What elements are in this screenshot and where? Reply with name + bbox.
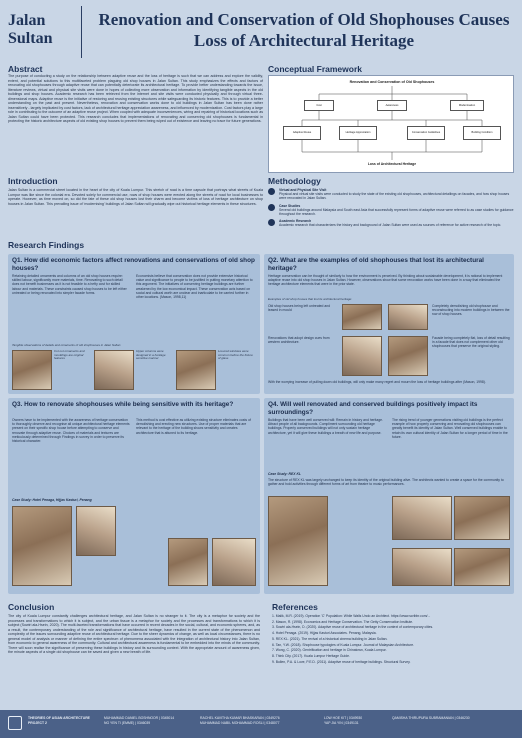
q2-bullet-3: Renovations that adopt design cues from western architecture. bbox=[268, 336, 330, 345]
framework-diagram bbox=[268, 75, 514, 173]
q3-photo-1 bbox=[12, 506, 72, 586]
q2-photo-2 bbox=[388, 304, 428, 330]
q2-sub: Examples of old shop houses that lost its architectural heritage: bbox=[268, 298, 353, 301]
methodology-heading: Methodology bbox=[268, 176, 321, 186]
q2-bullet-2: Completely demolishing old shophouse and reconstructing into modern buildings in between the row of shop houses. bbox=[432, 304, 510, 317]
references-list bbox=[272, 614, 514, 706]
framework-box-heritage-appreciation: Heritage Appreciation bbox=[339, 126, 377, 140]
findings-heading: Research Findings bbox=[8, 240, 85, 250]
q4-photo-4 bbox=[392, 548, 452, 586]
q1-col2: Economists believe that conservation does not provide extensive historical value and significance to people to be justified in putting monetary attention to this argument. The initiatives of conserving heritage buildings are further weakened by the low economical impact. These conservation acts based on social and cultural worth are unclear and inarticulate to be carried further in other locations. (Mason, 1998,11) bbox=[136, 274, 253, 300]
methodology-item bbox=[268, 188, 514, 201]
reference-item: 4. Hotel Penaga. (2019). Hijjas Kasturi Associates. Penang, Malaysia. bbox=[272, 631, 377, 636]
q4-panel bbox=[264, 398, 514, 594]
methodology-item-text: Academic research that characterizes the history and background of Jalan Sultan were used as sources of reference for active research of the topic. bbox=[279, 223, 502, 228]
methodology-item-title: Virtual and Physical Site Visit bbox=[279, 188, 327, 192]
q2-photo-1 bbox=[342, 304, 382, 330]
introduction-text: Jalan Sultan is a commercial street located in the heart of the city of Kuala Lumpur. This stretch of road is a time capsule that portrays what streets of Kuala Lumpur was like since the colonial era. Devoted solely for commercial use, rows of shop houses were erected along the streets of road for local businesses to operate. However, as time moved on, so did the fate of these old shop houses lost their charm and become victims of loss of heritage architecture on shop houses in Jalan Sultan. This prevailing issue of 'modernising' buildings of Jalan Sultan will gradually wipe out historical heritage elements in these structures. bbox=[8, 188, 263, 206]
q3-photo-4 bbox=[212, 538, 256, 586]
q1-col1: Retaining detailed ornaments and columns of an old shop houses require: skilled labour, significantly more materials, time. Renovating to such detail does not benefit businesses as it is not feasible to a hefty cost for skilled labour and materials. These constraints caused shop houses to be left either untreated or being renovated into simpler facade forms. bbox=[12, 274, 127, 295]
q4-photo-1 bbox=[268, 496, 328, 586]
q2-intro: Heritage conservation can be thought of similarly to how the environment is perceived. By thinking about sustainable development, it is rational to implement adaptive reuse into old shop houses in Jalan Sultan. However, observations show that some renovation works have been done in a way that eliminated the heritage architecture elements that were in the prior state. bbox=[268, 274, 503, 287]
q3-case-title: Case Study: Hotel Penaga, Hijjas Kasturi, Penang bbox=[12, 498, 92, 502]
q4-case-title: Case Study: REX KL bbox=[268, 472, 301, 476]
framework-title: Renovation and Conservation of Old Shophouses bbox=[349, 80, 435, 84]
framework-connectors bbox=[269, 76, 515, 174]
footer-names-1 bbox=[104, 716, 194, 725]
methodology-item bbox=[268, 204, 514, 217]
footer-name: NG YEN TI (EMME) | 0346039 bbox=[104, 720, 151, 725]
methodology-item-text: Several old buildings around Malaysia and South east Asia that successfully represent forms of adaptive reuse were referred to as case studies for guidance throughout the research. bbox=[279, 207, 514, 217]
methodology-item bbox=[268, 219, 514, 227]
methodology-list bbox=[268, 188, 514, 228]
footer-name: RACHEL KAVITHA KUMAR BHASKARAN | 0349276 bbox=[200, 716, 280, 720]
q4-title: Q4. Will well renovated and conserved buildings positively impact its surroundings? bbox=[268, 401, 478, 416]
footer-course: THEORIES OF ASIAN ARCHITECTURE PROJECT 2 bbox=[28, 716, 90, 725]
q3-title: Q3. How to renovate shophouses while being sensitive with its heritage? bbox=[12, 401, 234, 408]
conclusion-heading: Conclusion bbox=[8, 602, 55, 612]
methodology-item-title: Academic Research bbox=[279, 219, 312, 224]
framework-box-awareness: Awareness bbox=[377, 100, 407, 111]
framework-heading: Conceptual Framework bbox=[268, 64, 362, 74]
q3-col2: This method is cost effective as utilizing existing structure eliminates costs of demolishing and erecting new structures. Use of proper materials that are relevant to the heritage of the building shows sensitivity and creates architecture that is attuned to its heritage. bbox=[136, 418, 251, 435]
q4-photo-3 bbox=[454, 496, 510, 540]
footer-names-3 bbox=[324, 716, 386, 725]
q1-photo-3 bbox=[176, 350, 216, 390]
abstract-heading: Abstract bbox=[8, 64, 43, 74]
q3-photo-3 bbox=[168, 538, 208, 586]
case-study-icon bbox=[268, 204, 275, 211]
framework-box-modernisation: Modernisation bbox=[450, 100, 484, 111]
q3-panel bbox=[8, 398, 260, 594]
methodology-item-title: Case Studies bbox=[279, 203, 301, 208]
footer-name: MUHAMMAD NABIL MOHAMMAD ROSLI | 0348077 bbox=[200, 720, 280, 725]
q4-photo-5 bbox=[454, 548, 510, 586]
footer-name: QAMISHA THIRUPURA SUBRAMANIAN | 0346230 bbox=[392, 716, 470, 720]
reference-item: 7. Wong, C. (2020). Gentrification and heritage in Chinatown, Kuala Lumpur. bbox=[272, 648, 387, 653]
q2-photo-3 bbox=[342, 336, 382, 376]
reference-item: 5. REX KL. (2021). The revival of a historical cinema building in Jalan Sultan. bbox=[272, 636, 388, 641]
reference-item: 1. Malik, M.R. (2019). Operation 'C' Population: While Walls Undo an Architect. https://www.scribbr.com/... bbox=[272, 614, 431, 618]
footer-names-4 bbox=[392, 716, 516, 721]
framework-box-conservation-guidelines: Conservation Guidelines bbox=[407, 126, 445, 140]
poster-title: Renovation and Conservation of Old Shophouses Causes Loss of Architectural Heritage bbox=[98, 10, 510, 50]
q1-photo-caption-2: Upper columns were designed in a heritage sensitive manner bbox=[136, 350, 166, 361]
footer-names-2 bbox=[200, 716, 310, 725]
q2-closing: With the worrying increase of pulling down old buildings, will only make many regret and mourn the loss of heritage buildings after (Mason, 1998). bbox=[268, 380, 486, 384]
q2-bullet-1: Old shop houses being left untreated and leased in mould bbox=[268, 304, 331, 313]
q2-bullet-4: Facade being completely flat, loss of detail resulting in a facade that does not complement other old shophouses that preserve the original styling. bbox=[432, 336, 510, 349]
framework-center: Loss of Architectural Heritage bbox=[367, 162, 417, 166]
q4-case-text: The structure of REX KL was largely unchanged to keep its identity of the original building alive. The architects wanted to create a space for the community to gather and hold activities through different forms of art from theatre to music performances. bbox=[268, 478, 504, 487]
q2-title: Q2. What are the examples of old shophouses that lost its architectural heritage? bbox=[268, 257, 484, 272]
framework-box-adaptive-reuse: Adaptive Reuse bbox=[283, 126, 321, 140]
q2-panel bbox=[264, 254, 514, 394]
references-heading: References bbox=[272, 602, 318, 612]
q1-photo-1 bbox=[12, 350, 52, 390]
footer bbox=[0, 710, 522, 738]
reference-item: 2. Mason, R. (1998). Economics and Heritage Conservation. The Getty Conservation Institute. bbox=[272, 619, 414, 624]
q1-photo-caption-1: Cut out ornaments and mouldings are original features bbox=[54, 350, 85, 361]
project-name-line2: Sultan bbox=[8, 30, 53, 47]
site-visit-icon bbox=[268, 188, 275, 195]
introduction-heading: Introduction bbox=[8, 176, 58, 186]
q1-photo-caption-3: Louvred windows were common before the fixture of glass bbox=[218, 350, 253, 361]
conclusion-text: The city of Kuala Lumpur constantly challenges architectural heritage, and Jalan Sultan is no stranger to it. The city is a metaphor for society and the processes and transformations to which it is subject, and the urban tissue is a metaphor for society and the processes and transformations to which it is subject (Sowiri ala-Hsein, 2020). The multi-faceted transformations that have occurred in recent decades in the social, cultural, and economic spheres, and, as a result, the contemporary understanding of the role and significance of architectural heritage, have resulted in the current state of the phenomenon and complexity of the issues surrounding adaptive reuse of architectural heritage. Due to the sheer dynamics of change, as well as local circumstances, there is no general model of analysis or manner of defining the entire spectrum of phenomena associated with the integration of architectural history into Jalan Sultan, from economic to general awareness of the community. Cultural and architectural awareness is fundamental to be embedded into the minds of the community. There will soon realise the significance of preserving these buildings in history and its surrounding context. With the appropriate amount of awareness given, the minute aspects of a single old shophouse can be saved and given a new breath of life. bbox=[8, 614, 260, 654]
methodology-item-text: Physical and virtual site visits were conducted to study the state of the existing old shophouses, architectural detailings on facades, and how shop houses were renovated in Jalan Sultan. bbox=[279, 192, 510, 201]
framework-box-cost: Cost bbox=[304, 100, 334, 111]
q1-title: Q1. How did economic factors affect renovations and conservations of old shop houses? bbox=[12, 257, 255, 272]
q1-caption: Tangible observations of details and ornaments of old shophouses in Jalan Sultan bbox=[12, 344, 121, 347]
reference-item: 3. Sowiri ala-Hsein, D. (2020). Adaptive reuse of architectural heritage in the context of contemporary cities. bbox=[272, 625, 434, 630]
q1-panel bbox=[8, 254, 260, 394]
q4-col1: Buildings that have been well conserved will: Remain in history and heritage. Attract people of all backgrounds. Compliment surrounding old heritage buildings. Properly conserved buildings will not only sustain heritage architecture, yet it will give these buildings a breath of new life and purpose. bbox=[268, 418, 383, 435]
q4-col2: The rising trend of younger generations visiting old buildings is the perfect example of how properly conserving and renovating old shophouses can greatly benefit its identity of Jalan Sultan. Well conserved buildings enable to retain its own cultural identity of Jalan Sultan for a longer period of time in the future. bbox=[392, 418, 508, 439]
q4-photo-2 bbox=[392, 496, 452, 540]
footer-name: MUHAMMAD DANIEL BOSHNOOR | 0345014 bbox=[104, 716, 175, 720]
q1-photo-2 bbox=[94, 350, 134, 390]
framework-box-building-condition: Building Condition bbox=[463, 126, 501, 140]
reference-item: 8. Think City. (2017). Kuala Lumpur Heritage Guide. bbox=[272, 653, 350, 658]
reference-item: 9. Bullen, P.A. & Love, P.E.D. (2011). Adaptive reuse of heritage buildings. Structural Survey. bbox=[272, 659, 411, 664]
reference-item: 6. Tan, Y.W. (2018). Shophouse typologies of Kuala Lumpur. Journal of Malaysian Architecture. bbox=[272, 642, 415, 647]
q2-photo-4 bbox=[388, 336, 428, 376]
project-name bbox=[8, 6, 82, 58]
abstract-text: The purpose of conducting a study on the relationship between adaptive reuse and the loss of heritage is such that we can address and explore the validity, extent, and potential solutions to this multifaceted problem plaguing old shop houses in Jalan Sultan. This study emphasizes the effects and factors of renovating old shophouses through adaptive reuse that can potentially deteriorate its architectural heritage. To provide better understanding towards the issue, literature reviews, virtual and physical site visits were done in hopes of collecting more observation and information by identifying tangible aspects in the old buildings and shop houses. Academic research has been retrieved from the internet and site visits were conducted physically and through virtual three-dimensional maps. Adaptive reuse is the initiative of restoring and reusing existing structures while safeguarding its historic features. This is to provide a better understanding on the past and present. Nevertheless, renovation and conservation works done to old buildings in Jalan Sultan has been done rather insensitively - largely implicated by cost factors, lack of architectural heritage appreciation awareness, and influenced by modernization. Cost factors play a large role in contributing to the outcome of an adaptive reuse project. When coupled with adequate inconveniences, wiring and repairing of historical locations such as Jalan Sultan could have been protected. This research concludes that implementations of renovating and conserving old shophouses is fundamental in protecting the historic architecture aspects of old existing shop houses to prevent them being wiped out of existence and leaving no trace for future generations. bbox=[8, 74, 263, 123]
research-icon bbox=[268, 219, 275, 226]
q3-photo-2 bbox=[76, 506, 116, 556]
footer-name: LOW HOE KIT | 0349930 bbox=[324, 716, 363, 720]
q3-col1: Owners have to be implemented with the awareness of heritage conservation to thoroughly observe and recognise all unique architectural heritage elements present on their specific shop house before attempting to conserve and renovate through adaptive reuse. Choices of materials and textures are meticulously determined through Findings in survey in order to preserve its historical character. bbox=[12, 418, 130, 444]
footer-name: YAP JIA YIN | 0349131 bbox=[324, 720, 359, 725]
project-name-line1: Jalan bbox=[8, 12, 46, 29]
